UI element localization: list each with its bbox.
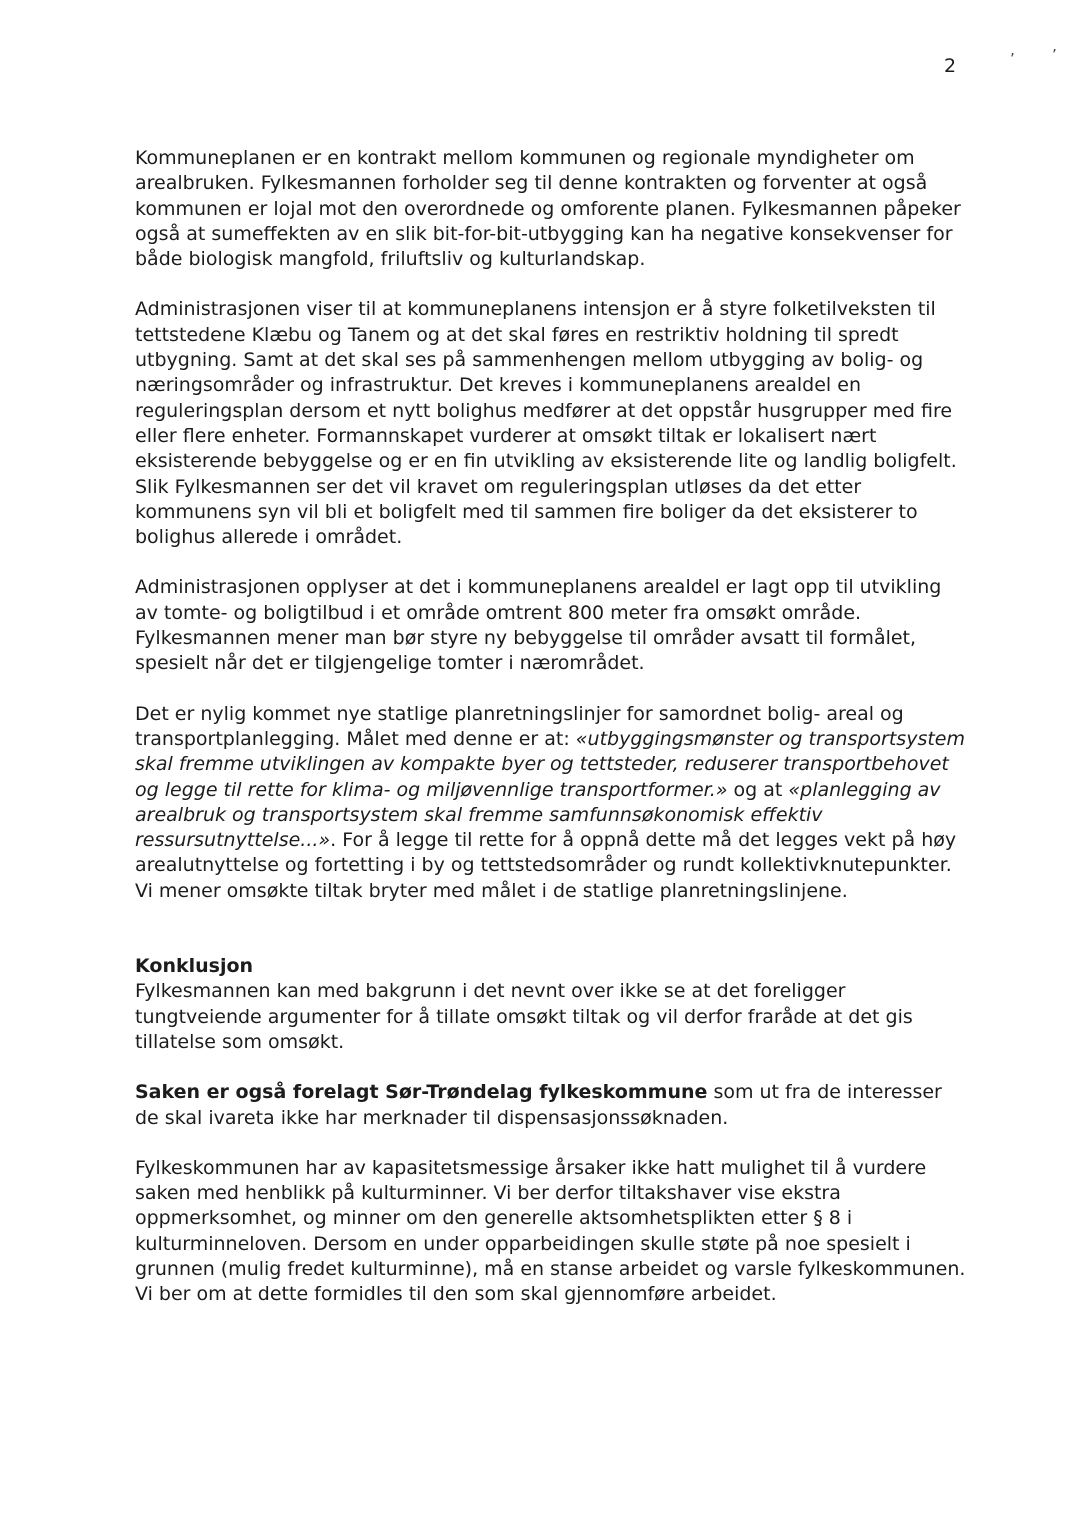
text-run-normal: Fylkeskommunen har av kapasitetsmessige årsaker ikke hatt mulighet til å vurdere saken med henblikk på kulturminner. Vi ber derfor tiltakshaver vise ekstra oppmerksomhet, og minner om den generelle aktsomhetsplikten etter § 8 i kulturminneloven. Dersom en under opparbeidingen skulle støte på noe spesielt i grunnen (mulig fredet kulturminne), må en stanse arbeidet og varsle fylkeskommunen. Vi ber om at dette formidles til den som skal gjennomføre arbeidet. xyxy=(135,1156,966,1306)
text-run-normal: og at xyxy=(727,778,789,801)
paragraph xyxy=(135,297,970,550)
text-run-italic: «utbyggingsmønster og transportsystem skal fremme utviklingen av kompakte byer og tettsteder, reduserer transportbehovet og legge til rette for klima- og miljøvennlige transportformer.» xyxy=(135,727,965,801)
scan-artifact: ʼ xyxy=(1052,46,1057,64)
paragraph xyxy=(135,1156,970,1308)
scan-artifact: ’ xyxy=(1010,50,1015,68)
document-body xyxy=(135,146,970,1333)
text-run-normal: Fylkesmannen kan med bakgrunn i det nevnt over ikke se at det foreligger tungtveiende argumenter for å tillate omsøkt tiltak og vil derfor fraråde at det gis tillatelse som omsøkt. xyxy=(135,980,913,1053)
page-number: 2 xyxy=(944,55,957,77)
text-run-bold: Konklusjon xyxy=(135,955,254,978)
paragraph xyxy=(135,575,970,676)
text-run-normal: Administrasjonen viser til at kommuneplanens intensjon er å styre folketilveksten til tettstedene Klæbu og Tanem og at det skal føres en restriktiv holdning til spredt utbygning. Samt at det skal ses på sammenhengen mellom utbygging av bolig- og næringsområder og infrastruktur. Det kreves i kommuneplanens arealdel en reguleringsplan dersom et nytt bolighus medfører at det oppstår husgrupper med fire eller flere enheter. Formannskapet vurderer at omsøkt tiltak er lokalisert nært eksisterende bebyggelse og er en fin utvikling av eksisterende lite og landlig boligfelt. Slik Fylkesmannen ser det vil kravet om reguleringsplan utløses da det etter kommunens syn vil bli et boligfelt med til sammen fire boliger da det eksisterer to bolighus allerede i området. xyxy=(135,298,957,549)
text-run-bold: Saken er også forelagt Sør-Trøndelag fylkeskommune xyxy=(135,1081,708,1104)
paragraph xyxy=(135,1080,970,1131)
text-run-normal: . For å legge til rette for å oppnå dette må det legges vekt på høy arealutnyttelse og fortetting i by og tettstedsområder og rundt kollektivknutepunkter. Vi mener omsøkte tiltak bryter med målet i de statlige planretningslinjene. xyxy=(135,829,957,902)
text-run-normal: Det er nylig kommet nye statlige planretningslinjer for samordnet bolig- areal og transportplanlegging. Målet med denne er at: xyxy=(135,702,904,750)
section-heading xyxy=(135,954,970,979)
text-run-normal: Administrasjonen opplyser at det i kommuneplanens arealdel er lagt opp til utvikling av tomte- og boligtilbud i et område omtrent 800 meter fra omsøkt område. Fylkesmannen mener man bør styre ny bebyggelse til områder avsatt til formålet, spesielt når det er tilgjengelige tomter i nærområdet. xyxy=(135,576,942,675)
text-run-italic: «planlegging av arealbruk og transportsystem skal fremme samfunnsøkonomisk effektiv ressursutnyttelse...» xyxy=(135,778,941,852)
text-run-normal: Kommuneplanen er en kontrakt mellom kommunen og regionale myndigheter om arealbruken. Fylkesmannen forholder seg til denne kontrakten og forventer at også kommunen er lojal mot den overordnede og omforente planen. Fylkesmannen påpeker også at sumeffekten av en slik bit-for-bit-utbygging kan ha negative konsekvenser for både biologisk mangfold, friluftsliv og kulturlandskap. xyxy=(135,147,961,271)
text-run-normal: som ut fra de interesser de skal ivareta ikke har merknader til dispensasjonssøknaden. xyxy=(135,1081,942,1129)
paragraph xyxy=(135,702,970,904)
paragraph xyxy=(135,979,970,1055)
paragraph xyxy=(135,146,970,272)
